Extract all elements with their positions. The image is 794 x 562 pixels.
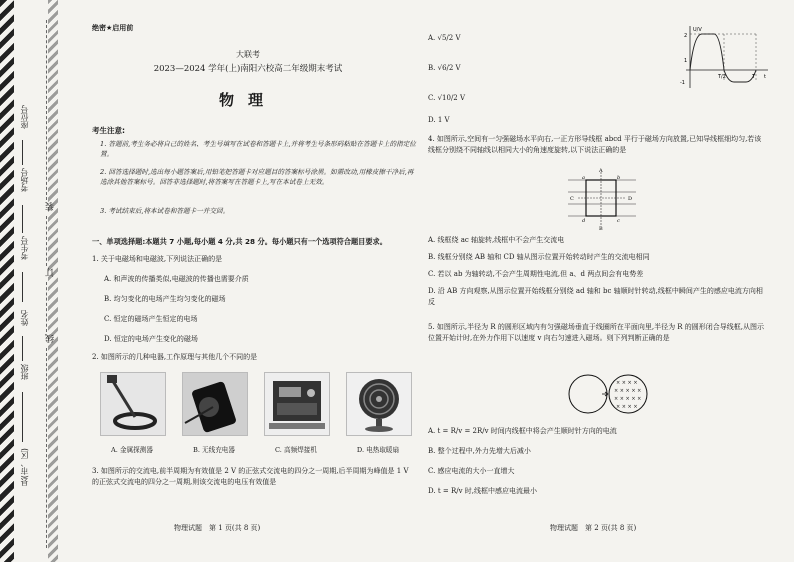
field-line	[22, 336, 23, 361]
option-value: √5/2 V	[437, 34, 461, 42]
cut-line	[46, 348, 47, 548]
question-3-option-a	[428, 34, 461, 43]
graph-tick: 1	[684, 58, 688, 64]
question-1-stem: 1. 关于电磁场和电磁波,下列说法正确的是	[92, 255, 223, 263]
electric-heater-image	[346, 372, 412, 436]
svg-text:× × × ×: × × × ×	[616, 380, 638, 386]
page-2	[424, 0, 769, 562]
secret-label: 绝密★启用前	[92, 24, 134, 32]
graph-tick: T/2	[718, 74, 726, 80]
field-name: 姓名	[20, 310, 29, 326]
option-value: √6/2 V	[437, 64, 461, 72]
question-1-option-c: C. 恒定的磁场产生恒定的电场	[104, 315, 198, 323]
coil-in-field-figure	[564, 168, 640, 230]
question-3-option-c	[428, 94, 465, 103]
option-letter: B.	[428, 64, 436, 72]
question-4-option-c: C. 若以 ab 为轴转动,不会产生周期性电流,但 a、d 两点间会有电势差	[428, 270, 644, 278]
field-line	[22, 140, 23, 165]
binding-strip	[0, 0, 58, 562]
subject-title: 物理	[218, 91, 277, 109]
option-value: √10/2 V	[437, 94, 466, 102]
caption-welding-machine: C. 高频焊接机	[275, 446, 317, 454]
notice-title: 考生注意:	[92, 126, 125, 135]
graph-y-label: U/V	[693, 27, 702, 33]
question-3-option-b	[428, 64, 461, 73]
field-line	[22, 392, 23, 442]
wireless-charger-image	[182, 372, 248, 436]
question-1-option-b: B. 均匀变化的电场产生均匀变化的磁场	[104, 295, 226, 303]
exam-org: 大联考	[236, 50, 260, 59]
field-line	[22, 205, 23, 233]
ac-waveform-graph	[680, 22, 770, 92]
question-2-stem: 2. 如图所示的几种电器,工作原理与其他几个不同的是	[92, 353, 258, 361]
graph-tick: -1	[680, 80, 685, 86]
question-3-option-d: D. 1 V	[428, 116, 450, 124]
caption-metal-detector: A. 金属探测器	[111, 446, 153, 454]
graph-tick: T	[752, 74, 756, 80]
graph-x-label: t	[764, 74, 766, 80]
circle-coil-field-figure	[564, 370, 664, 418]
question-4-option-b: B. 线框分别绕 AB 轴和 CD 轴从图示位置开始转动时产生的交流电相同	[428, 253, 650, 261]
question-4-option-d: D. 沿 AB 方向观察,从图示位置开始线框分别绕 ad 轴和 bc 轴顺时针转动,线框中瞬间产生的感应电流方向相反	[428, 287, 763, 307]
cut-mark-ding: 订	[46, 268, 56, 277]
page-2-footer: 物理试题 第 2 页(共 8 页)	[550, 524, 637, 532]
question-5-option-d: D. t = R/v 时,线框中感应电流最小	[428, 487, 537, 495]
exam-title: 2023—2024 学年(上)南阳六校高二年级期末考试	[153, 64, 343, 74]
metal-detector-image	[100, 372, 166, 436]
fig-label: c	[617, 218, 620, 224]
cut-line	[46, 20, 47, 200]
question-5-option-c: C. 感应电流的大小一直增大	[428, 467, 515, 475]
page-1-footer: 物理试题 第 1 页(共 8 页)	[174, 524, 261, 532]
question-4-stem: 4. 如图所示,空间有一匀强磁场水平向右,一正方形导线框 abcd 平行于磁场方向放置,已知导线框细均匀,若该线框分别绕不同轴线以相同大小的角速度旋转,以下说法正确的是	[428, 135, 762, 155]
cut-line	[46, 216, 47, 266]
field-candidate-number: 考生号	[20, 236, 29, 260]
fig-label: d	[582, 218, 586, 224]
question-5-option-a: A. t = R/v = 2R/v 时间内线框中将会产生顺时针方向的电流	[428, 427, 617, 435]
fig-label: D	[628, 196, 633, 202]
fig-label: B	[599, 226, 603, 230]
notice-item: 3. 考试结束后,将本试卷和答题卡一并交回。	[100, 207, 230, 215]
binding-stripes-inner	[48, 0, 58, 562]
notice-item: 2. 回答选择题时,选出每小题答案后,用铅笔把答题卡对应题目的答案标号涂黑。如需改动,用橡皮擦干净后,再选涂其他答案标号。回答非选择题时,将答案写在答题卡上,写在本试卷上无效。	[100, 168, 414, 186]
question-3-stem: 3. 如图所示的交流电,前半周期为有效值是 2 V 的正弦式交流电的四分之一周期,后半周期为峰值是 1 V 的正弦式交流电的四分之一周期,则该交流电的电压有效值是	[92, 467, 409, 487]
field-line	[22, 272, 23, 302]
question-1-option-d: D. 恒定的电场产生变化的磁场	[104, 335, 198, 343]
section-heading: 一、单项选择题:本题共 7 小题,每小题 4 分,共 28 分。每小题只有一个选项符合题目要求。	[92, 237, 387, 246]
graph-tick: 2	[684, 33, 688, 39]
question-5-option-b: B. 整个过程中,外力先增大后减小	[428, 447, 531, 455]
svg-text:× × × × ×: × × × × ×	[614, 396, 642, 402]
field-class: 班级	[20, 364, 29, 380]
fig-label: C	[570, 196, 574, 202]
question-5-stem: 5. 如图所示,半径为 R 的圆形区域内有匀强磁场垂直于线圈所在平面向里,半径为 R 的圆形闭合导线框,从图示位置开始计时,在外力作用下以速度 v 向右匀速进入磁场。则下列判断正确的是	[428, 323, 765, 343]
page-1	[78, 0, 418, 562]
cut-mark-zhuang: 装	[46, 202, 56, 211]
field-exam-room: 考场号	[20, 168, 29, 192]
caption-wireless-charger: B. 无线充电器	[192, 446, 235, 454]
fig-label: b	[617, 175, 621, 181]
fig-label: a	[582, 175, 585, 181]
field-county: 县(市、区)	[20, 448, 29, 487]
question-4-option-a: A. 线框绕 ac 轴旋转,线框中不会产生交流电	[428, 236, 565, 244]
question-1-option-a: A. 和声波的传播类似,电磁波的传播也需要介质	[104, 275, 249, 283]
field-seat-number: 座位号	[20, 105, 29, 129]
cut-mark-xian: 线	[46, 334, 56, 343]
svg-text:× × × ×: × × × ×	[616, 404, 638, 410]
option-letter: A.	[428, 34, 436, 42]
fig-label: A	[599, 168, 603, 174]
svg-text:× × × × ×: × × × × ×	[614, 388, 642, 394]
binding-stripes	[0, 0, 14, 562]
cut-line	[46, 282, 47, 332]
notice-item: 1. 答题前,考生务必将自己的姓名、考生号填写在试卷和答题卡上,并将考生号条形码粘贴在答题卡上的指定位置。	[100, 140, 416, 158]
welding-machine-image	[264, 372, 330, 436]
option-letter: C.	[428, 94, 436, 102]
caption-electric-heater: D. 电热取暖扇	[356, 446, 400, 454]
